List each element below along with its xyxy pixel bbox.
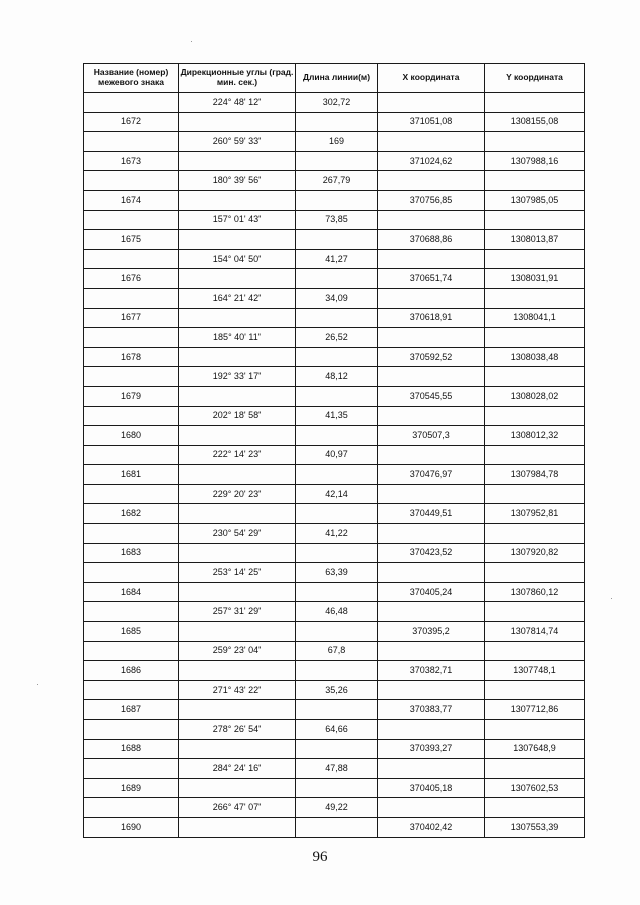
scan-speck: [611, 598, 612, 599]
cell-bearing-angle: 192° 33' 17": [179, 367, 296, 387]
table-row: [84, 778, 585, 798]
cell-x-coordinate: 370756,85: [378, 190, 485, 210]
cell-bearing-angle: 253° 14' 25": [179, 563, 296, 583]
cell-x-coordinate: [378, 484, 485, 504]
cell-mark-name: 1688: [84, 739, 179, 759]
cell-line-length: 41,22: [296, 524, 378, 544]
cell-line-length: [296, 465, 378, 485]
cell-bearing-angle: 185° 40' 11": [179, 328, 296, 348]
cell-line-length: 34,09: [296, 288, 378, 308]
cell-x-coordinate: 370476,97: [378, 465, 485, 485]
cell-line-length: 302,72: [296, 93, 378, 113]
cell-bearing-angle: [179, 543, 296, 563]
cell-line-length: [296, 269, 378, 289]
cell-x-coordinate: [378, 720, 485, 740]
cell-line-length: [296, 778, 378, 798]
cell-y-coordinate: 1308028,02: [485, 386, 585, 406]
cell-bearing-angle: 260° 59' 33": [179, 132, 296, 152]
cell-mark-name: [84, 524, 179, 544]
cell-bearing-angle: 222° 14' 23": [179, 445, 296, 465]
cell-x-coordinate: 370618,91: [378, 308, 485, 328]
table-row: [84, 190, 585, 210]
cell-mark-name: 1678: [84, 347, 179, 367]
table-row: [84, 230, 585, 250]
cell-x-coordinate: [378, 759, 485, 779]
cell-mark-name: [84, 563, 179, 583]
cell-mark-name: [84, 641, 179, 661]
cell-mark-name: 1675: [84, 230, 179, 250]
cell-y-coordinate: 1308038,48: [485, 347, 585, 367]
cell-y-coordinate: 1307748,1: [485, 661, 585, 681]
cell-line-length: 169: [296, 132, 378, 152]
cell-mark-name: 1680: [84, 426, 179, 446]
table-row: [84, 112, 585, 132]
cell-bearing-angle: [179, 622, 296, 642]
cell-mark-name: [84, 680, 179, 700]
cell-line-length: 47,88: [296, 759, 378, 779]
boundary-marks-table: [83, 63, 585, 838]
cell-y-coordinate: 1307984,78: [485, 465, 585, 485]
cell-line-length: 41,35: [296, 406, 378, 426]
table-row: [84, 700, 585, 720]
cell-y-coordinate: 1307602,53: [485, 778, 585, 798]
cell-x-coordinate: 370405,18: [378, 778, 485, 798]
cell-bearing-angle: [179, 817, 296, 837]
cell-line-length: [296, 543, 378, 563]
page-number: 96: [312, 849, 328, 865]
cell-x-coordinate: [378, 288, 485, 308]
cell-bearing-angle: [179, 230, 296, 250]
table-row: [84, 288, 585, 308]
cell-x-coordinate: [378, 328, 485, 348]
cell-y-coordinate: 1307860,12: [485, 582, 585, 602]
cell-mark-name: [84, 132, 179, 152]
cell-mark-name: 1676: [84, 269, 179, 289]
cell-bearing-angle: 224° 48' 12": [179, 93, 296, 113]
cell-y-coordinate: [485, 406, 585, 426]
cell-line-length: 49,22: [296, 798, 378, 818]
cell-bearing-angle: [179, 700, 296, 720]
cell-mark-name: 1686: [84, 661, 179, 681]
table-row: [84, 367, 585, 387]
cell-x-coordinate: [378, 93, 485, 113]
cell-x-coordinate: 370651,74: [378, 269, 485, 289]
cell-y-coordinate: [485, 367, 585, 387]
cell-line-length: 64,66: [296, 720, 378, 740]
cell-y-coordinate: 1307553,39: [485, 817, 585, 837]
table-row: [84, 563, 585, 583]
cell-y-coordinate: [485, 249, 585, 269]
cell-line-length: [296, 426, 378, 446]
table-row: [84, 269, 585, 289]
cell-mark-name: [84, 759, 179, 779]
cell-mark-name: [84, 602, 179, 622]
table-row: [84, 249, 585, 269]
table-row: [84, 406, 585, 426]
table-row: [84, 504, 585, 524]
cell-x-coordinate: 370402,42: [378, 817, 485, 837]
cell-mark-name: [84, 445, 179, 465]
cell-y-coordinate: [485, 288, 585, 308]
cell-x-coordinate: 370382,71: [378, 661, 485, 681]
cell-y-coordinate: [485, 328, 585, 348]
cell-mark-name: 1679: [84, 386, 179, 406]
cell-bearing-angle: [179, 269, 296, 289]
cell-line-length: 48,12: [296, 367, 378, 387]
cell-y-coordinate: 1308041,1: [485, 308, 585, 328]
cell-mark-name: [84, 367, 179, 387]
scan-speck: [37, 684, 38, 685]
cell-x-coordinate: 370423,52: [378, 543, 485, 563]
cell-y-coordinate: [485, 445, 585, 465]
cell-mark-name: 1673: [84, 151, 179, 171]
cell-line-length: [296, 739, 378, 759]
header-mark-name: Название (номер) межевого знака: [84, 64, 179, 93]
cell-bearing-angle: 157° 01' 43": [179, 210, 296, 230]
cell-line-length: 73,85: [296, 210, 378, 230]
cell-bearing-angle: 202° 18' 58": [179, 406, 296, 426]
cell-bearing-angle: [179, 582, 296, 602]
table-row: [84, 308, 585, 328]
cell-y-coordinate: [485, 563, 585, 583]
cell-mark-name: 1689: [84, 778, 179, 798]
cell-line-length: [296, 151, 378, 171]
cell-mark-name: [84, 210, 179, 230]
cell-line-length: 67,8: [296, 641, 378, 661]
cell-mark-name: [84, 171, 179, 191]
cell-line-length: [296, 622, 378, 642]
cell-line-length: [296, 190, 378, 210]
cell-y-coordinate: 1307920,82: [485, 543, 585, 563]
table-row: [84, 426, 585, 446]
cell-bearing-angle: 154° 04' 50": [179, 249, 296, 269]
table-row: [84, 641, 585, 661]
table-row: [84, 720, 585, 740]
cell-mark-name: [84, 798, 179, 818]
cell-bearing-angle: [179, 739, 296, 759]
table-row: [84, 484, 585, 504]
cell-x-coordinate: 371051,08: [378, 112, 485, 132]
cell-bearing-angle: 266° 47' 07": [179, 798, 296, 818]
cell-bearing-angle: [179, 661, 296, 681]
header-line-length: Длина линии(м): [296, 64, 378, 93]
cell-line-length: [296, 112, 378, 132]
table-row: [84, 386, 585, 406]
cell-bearing-angle: 229° 20' 23": [179, 484, 296, 504]
table-body: [84, 93, 585, 838]
cell-bearing-angle: 257° 31' 29": [179, 602, 296, 622]
table-row: [84, 328, 585, 348]
cell-line-length: 26,52: [296, 328, 378, 348]
cell-y-coordinate: [485, 484, 585, 504]
cell-y-coordinate: [485, 93, 585, 113]
table-row: [84, 582, 585, 602]
table-row: [84, 132, 585, 152]
cell-bearing-angle: 284° 24' 16": [179, 759, 296, 779]
table-row: [84, 445, 585, 465]
cell-mark-name: [84, 720, 179, 740]
table-row: [84, 151, 585, 171]
cell-mark-name: 1690: [84, 817, 179, 837]
cell-mark-name: [84, 93, 179, 113]
table-row: [84, 347, 585, 367]
cell-x-coordinate: [378, 132, 485, 152]
cell-y-coordinate: [485, 602, 585, 622]
cell-bearing-angle: [179, 190, 296, 210]
cell-mark-name: 1674: [84, 190, 179, 210]
cell-line-length: [296, 700, 378, 720]
table-row: [84, 817, 585, 837]
table-row: [84, 524, 585, 544]
cell-bearing-angle: [179, 151, 296, 171]
cell-mark-name: [84, 406, 179, 426]
cell-line-length: [296, 504, 378, 524]
cell-y-coordinate: [485, 524, 585, 544]
cell-x-coordinate: 370383,77: [378, 700, 485, 720]
cell-line-length: 41,27: [296, 249, 378, 269]
cell-x-coordinate: 370395,2: [378, 622, 485, 642]
header-bearing-angle: Дирекционные углы (град. мин. сек.): [179, 64, 296, 93]
table-row: [84, 798, 585, 818]
table-row: [84, 171, 585, 191]
cell-x-coordinate: 370545,55: [378, 386, 485, 406]
cell-x-coordinate: 370393,27: [378, 739, 485, 759]
cell-y-coordinate: 1308031,91: [485, 269, 585, 289]
cell-line-length: 267,79: [296, 171, 378, 191]
cell-x-coordinate: [378, 563, 485, 583]
cell-mark-name: 1685: [84, 622, 179, 642]
table-row: [84, 622, 585, 642]
cell-line-length: [296, 661, 378, 681]
cell-x-coordinate: 370449,51: [378, 504, 485, 524]
cell-x-coordinate: 370405,24: [378, 582, 485, 602]
cell-y-coordinate: [485, 641, 585, 661]
cell-y-coordinate: [485, 798, 585, 818]
table-row: [84, 543, 585, 563]
table-row: [84, 661, 585, 681]
cell-line-length: [296, 230, 378, 250]
cell-line-length: [296, 817, 378, 837]
cell-mark-name: 1682: [84, 504, 179, 524]
cell-line-length: [296, 308, 378, 328]
cell-bearing-angle: [179, 347, 296, 367]
cell-mark-name: [84, 484, 179, 504]
cell-y-coordinate: 1308155,08: [485, 112, 585, 132]
cell-line-length: [296, 582, 378, 602]
cell-bearing-angle: 164° 21' 42": [179, 288, 296, 308]
cell-line-length: 63,39: [296, 563, 378, 583]
cell-x-coordinate: 370592,52: [378, 347, 485, 367]
cell-x-coordinate: [378, 210, 485, 230]
cell-x-coordinate: [378, 406, 485, 426]
table-row: [84, 759, 585, 779]
cell-y-coordinate: [485, 720, 585, 740]
cell-y-coordinate: [485, 132, 585, 152]
cell-x-coordinate: [378, 680, 485, 700]
cell-bearing-angle: [179, 778, 296, 798]
cell-x-coordinate: [378, 249, 485, 269]
cell-x-coordinate: [378, 602, 485, 622]
cell-mark-name: [84, 249, 179, 269]
cell-mark-name: 1683: [84, 543, 179, 563]
cell-line-length: 46,48: [296, 602, 378, 622]
cell-y-coordinate: 1307712,86: [485, 700, 585, 720]
cell-mark-name: [84, 288, 179, 308]
cell-line-length: 42,14: [296, 484, 378, 504]
cell-bearing-angle: 278° 26' 54": [179, 720, 296, 740]
cell-y-coordinate: [485, 171, 585, 191]
cell-x-coordinate: [378, 445, 485, 465]
table-row: [84, 680, 585, 700]
table-row: [84, 465, 585, 485]
cell-y-coordinate: 1307648,9: [485, 739, 585, 759]
cell-bearing-angle: [179, 504, 296, 524]
cell-bearing-angle: [179, 112, 296, 132]
cell-y-coordinate: 1307985,05: [485, 190, 585, 210]
cell-y-coordinate: 1308013,87: [485, 230, 585, 250]
cell-mark-name: 1681: [84, 465, 179, 485]
scan-speck: [191, 41, 192, 42]
cell-y-coordinate: [485, 680, 585, 700]
cell-x-coordinate: 370507,3: [378, 426, 485, 446]
cell-bearing-angle: 259° 23' 04": [179, 641, 296, 661]
cell-x-coordinate: 370688,86: [378, 230, 485, 250]
cell-x-coordinate: [378, 171, 485, 191]
cell-line-length: [296, 347, 378, 367]
cell-mark-name: [84, 328, 179, 348]
cell-bearing-angle: [179, 465, 296, 485]
cell-y-coordinate: 1307952,81: [485, 504, 585, 524]
cell-mark-name: 1677: [84, 308, 179, 328]
cell-y-coordinate: 1308012,32: [485, 426, 585, 446]
cell-bearing-angle: [179, 386, 296, 406]
table-header-row: [84, 64, 585, 93]
cell-x-coordinate: [378, 641, 485, 661]
cell-x-coordinate: [378, 524, 485, 544]
cell-y-coordinate: [485, 210, 585, 230]
header-x-coordinate: X координата: [378, 64, 485, 93]
table-row: [84, 210, 585, 230]
cell-bearing-angle: 180° 39' 56": [179, 171, 296, 191]
cell-bearing-angle: 230° 54' 29": [179, 524, 296, 544]
cell-y-coordinate: [485, 759, 585, 779]
cell-x-coordinate: [378, 367, 485, 387]
cell-y-coordinate: 1307814,74: [485, 622, 585, 642]
cell-x-coordinate: [378, 798, 485, 818]
cell-bearing-angle: [179, 426, 296, 446]
cell-bearing-angle: [179, 308, 296, 328]
cell-mark-name: 1687: [84, 700, 179, 720]
table-row: [84, 93, 585, 113]
header-y-coordinate: Y координата: [485, 64, 585, 93]
cell-mark-name: 1672: [84, 112, 179, 132]
cell-line-length: 35,26: [296, 680, 378, 700]
table-row: [84, 739, 585, 759]
cell-line-length: 40,97: [296, 445, 378, 465]
cell-bearing-angle: 271° 43' 22": [179, 680, 296, 700]
table-row: [84, 602, 585, 622]
cell-y-coordinate: 1307988,16: [485, 151, 585, 171]
cell-mark-name: 1684: [84, 582, 179, 602]
cell-x-coordinate: 371024,62: [378, 151, 485, 171]
cell-line-length: [296, 386, 378, 406]
